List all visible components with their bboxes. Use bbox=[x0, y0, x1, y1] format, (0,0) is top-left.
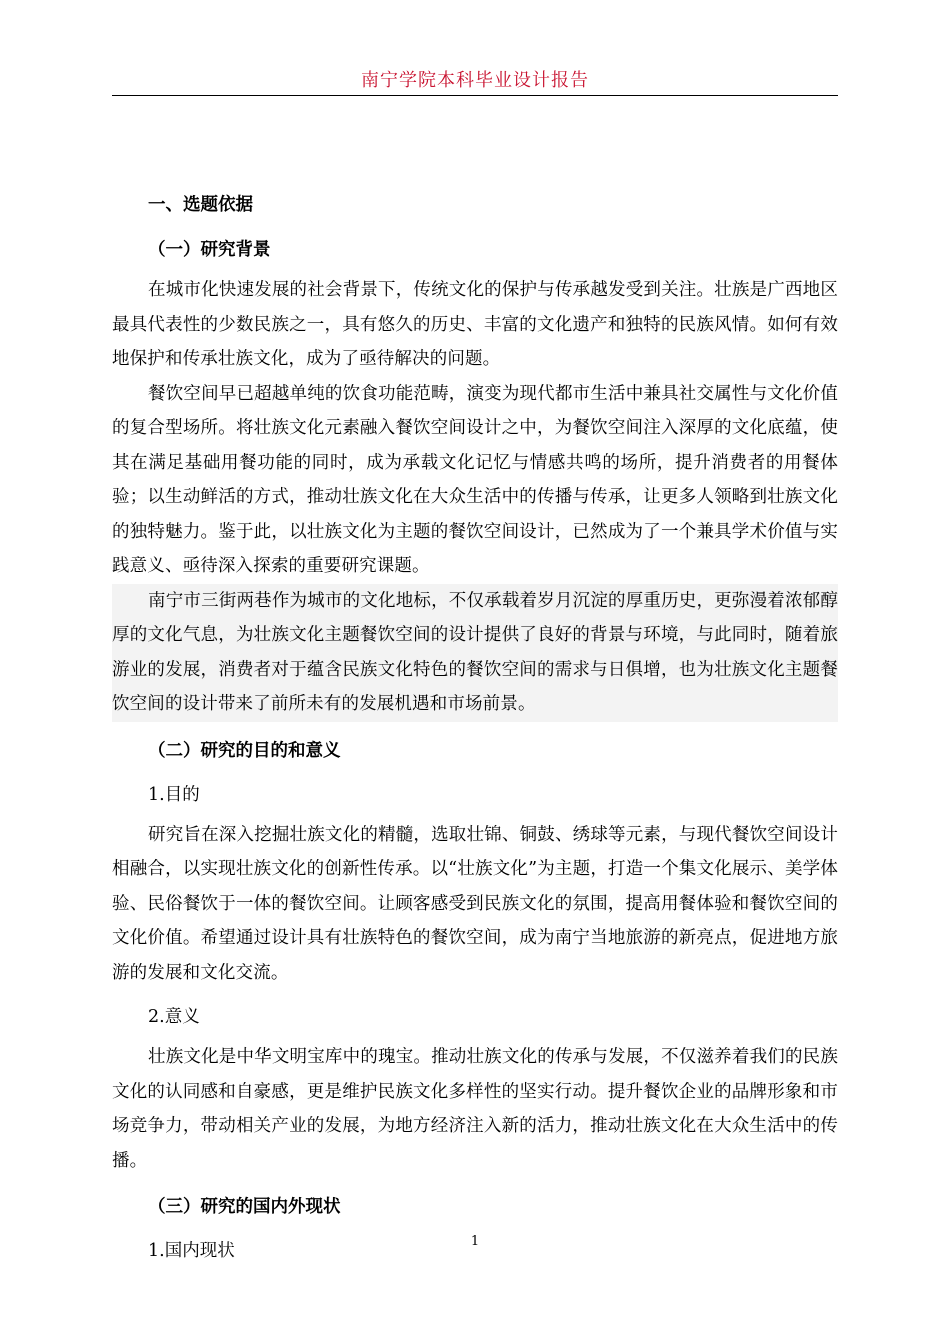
paragraph: 餐饮空间早已超越单纯的饮食功能范畴，演变为现代都市生活中兼具社交属性与文化价值的复合型场所。将壮族文化元素融入餐饮空间设计之中，为餐饮空间注入深厚的文化底蕴，使其在满足基础用餐功能的同时，成为承载文化记忆与情感共鸣的场所，提升消费者的用餐体验；以生动鲜活的方式，推动壮族文化在大众生活中的传播与传承，让更多人领略到壮族文化的独特魅力。鉴于此，以壮族文化为主题的餐饮空间设计，已然成为了一个兼具学术价值与实践意义、亟待深入探索的重要研究课题。 bbox=[112, 383, 838, 576]
item-heading-purpose: 1.目的 bbox=[148, 784, 200, 805]
subsection-heading-purpose: （二）研究的目的和意义 bbox=[148, 740, 341, 761]
subsection-heading-status: （三）研究的国内外现状 bbox=[148, 1197, 341, 1217]
item-heading-significance: 2.意义 bbox=[148, 1007, 200, 1027]
section-heading: 一、选题依据 bbox=[148, 195, 253, 215]
page-header-title: 南宁学院本科毕业设计报告 bbox=[361, 70, 589, 91]
page-content bbox=[112, 188, 838, 1268]
paragraph: 在城市化快速发展的社会背景下，传统文化的保护与传承越发受到关注。壮族是广西地区最具代表性的少数民族之一，具有悠久的历史、丰富的文化遗产和独特的民族风情。如何有效地保护和传承壮族文化，成为了亟待解决的问题。 bbox=[112, 280, 838, 369]
paragraph: 研究旨在深入挖掘壮族文化的精髓，选取壮锦、铜鼓、绣球等元素，与现代餐饮空间设计相融合，以实现壮族文化的创新性传承。以“壮族文化”为主题，打造一个集文化展示、美学体验、民俗餐饮于一体的餐饮空间。让顾客感受到民族文化的氛围，提高用餐体验和餐饮空间的文化价值。希望通过设计具有壮族特色的餐饮空间，成为南宁当地旅游的新亮点，促进地方旅游的发展和文化交流。 bbox=[112, 824, 838, 983]
header-rule bbox=[112, 95, 838, 96]
page-number: 1 bbox=[470, 1234, 480, 1249]
paragraph-highlighted: 南宁市三街两巷作为城市的文化地标，不仅承载着岁月沉淀的厚重历史，更弥漫着浓郁醇厚的文化气息，为壮族文化主题餐饮空间的设计提供了良好的背景与环境，与此同时，随着旅游业的发展，消费者对于蕴含民族文化特色的餐饮空间的需求与日俱增，也为壮族文化主题餐饮空间的设计带来了前所未有的发展机遇和市场前景。 bbox=[112, 584, 838, 722]
subsection-heading-background: （一）研究背景 bbox=[148, 240, 271, 260]
item-heading-domestic: 1.国内现状 bbox=[148, 1241, 235, 1261]
paragraph: 壮族文化是中华文明宝库中的瑰宝。推动壮族文化的传承与发展，不仅滋养着我们的民族文化的认同感和自豪感，更是维护民族文化多样性的坚实行动。提升餐饮企业的品牌形象和市场竞争力，带动相关产业的发展，为地方经济注入新的活力，推动壮族文化在大众生活中的传播。 bbox=[112, 1047, 838, 1171]
